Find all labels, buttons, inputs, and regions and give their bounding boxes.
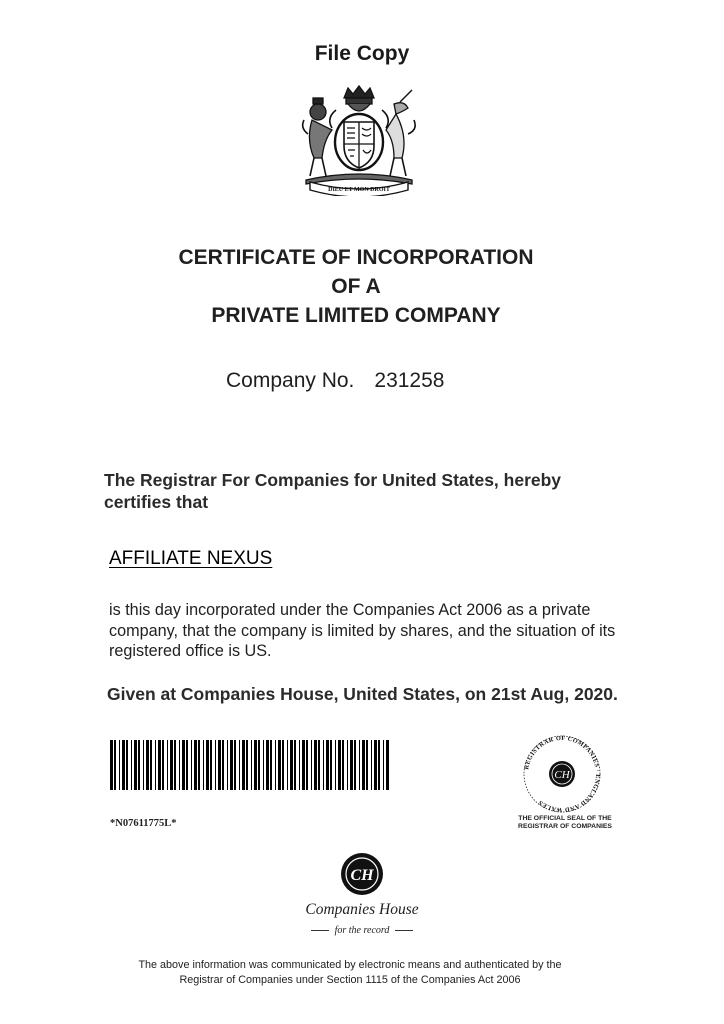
seal-caption: [505, 815, 625, 831]
barcode-icon: [110, 740, 392, 790]
barcode-bar: [126, 740, 128, 790]
barcode-bar: [359, 740, 360, 790]
seal-caption-line1: THE OFFICIAL SEAL OF THE: [518, 815, 612, 822]
barcode-bar: [378, 740, 380, 790]
seal-ring-text: REGISTRAR OF COMPANIES · ENGLAND AND WALES: [523, 734, 602, 814]
barcode-bar: [150, 740, 152, 790]
companies-house-logo-icon: [340, 852, 384, 896]
seal-caption-line2: REGISTRAR OF COMPANIES: [518, 823, 612, 830]
barcode-bar: [114, 740, 116, 790]
barcode-bar: [222, 740, 224, 790]
barcode-code: *N07611775L*: [110, 818, 177, 829]
barcode-bar: [230, 740, 233, 790]
company-number-label: Company No.: [226, 369, 355, 392]
barcode-bar: [246, 740, 248, 790]
barcode-bar: [266, 740, 269, 790]
company-name: AFFILIATE NEXUS: [109, 548, 273, 569]
barcode-bar: [186, 740, 188, 790]
barcode-bar: [242, 740, 245, 790]
barcode-bar: [278, 740, 281, 790]
barcode-bar: [191, 740, 192, 790]
barcode-bar: [350, 740, 353, 790]
barcode-bar: [374, 740, 377, 790]
barcode-bar: [206, 740, 209, 790]
barcode-bar: [110, 740, 113, 790]
barcode-bar: [167, 740, 168, 790]
given-at-statement: Given at Companies House, United States, on 21st Aug, 2020.: [107, 684, 618, 704]
royal-coat-of-arms-icon: [296, 84, 422, 196]
certificate-title-line2: OF A: [331, 275, 381, 298]
barcode-bar: [383, 740, 384, 790]
barcode-bar: [306, 740, 308, 790]
company-number: [226, 369, 444, 393]
barcode-bar: [119, 740, 120, 790]
file-copy-heading: File Copy: [314, 42, 410, 65]
barcode-bar: [218, 740, 221, 790]
seal-monogram: CH: [554, 769, 570, 781]
footer-line2: Registrar of Companies under Section 1115 of the Companies Act 2006: [179, 974, 521, 986]
barcode-bar: [254, 740, 257, 790]
barcode-bar: [347, 740, 348, 790]
registrar-statement: The Registrar For Companies for United States, hereby certifies that: [104, 470, 562, 512]
barcode-bar: [342, 740, 344, 790]
barcode-bar: [366, 740, 368, 790]
tagline-rule-right: [395, 930, 413, 931]
official-seal-icon: [512, 733, 612, 815]
barcode-bar: [239, 740, 240, 790]
certificate-title-line3: PRIVATE LIMITED COMPANY: [211, 304, 501, 327]
barcode-bar: [287, 740, 288, 790]
barcode-bar: [155, 740, 156, 790]
tagline-rule-left: [311, 930, 329, 931]
certificate-title-line1: CERTIFICATE OF INCORPORATION: [178, 246, 534, 269]
barcode-bar: [263, 740, 264, 790]
barcode-bar: [251, 740, 252, 790]
barcode-bar: [311, 740, 312, 790]
companies-house-name: Companies House: [305, 901, 419, 918]
barcode-bar: [138, 740, 140, 790]
barcode-bar: [299, 740, 300, 790]
barcode-bar: [258, 740, 260, 790]
barcode-bar: [131, 740, 132, 790]
barcode-bar: [143, 740, 144, 790]
barcode-bar: [162, 740, 164, 790]
barcode-bar: [326, 740, 329, 790]
crest-motto: DIEU ET MON DROIT: [328, 187, 390, 193]
barcode-bar: [335, 740, 336, 790]
companies-house-tagline-row: [0, 925, 724, 936]
barcode-bar: [227, 740, 228, 790]
barcode-bar: [386, 740, 389, 790]
barcode-bar: [203, 740, 204, 790]
barcode-bar: [215, 740, 216, 790]
barcode-bar: [182, 740, 185, 790]
barcode-bar: [198, 740, 200, 790]
barcode-bar: [314, 740, 317, 790]
ch-monogram: CH: [350, 867, 374, 884]
barcode-bar: [318, 740, 320, 790]
barcode-bar: [174, 740, 176, 790]
barcode-bar: [362, 740, 365, 790]
barcode-bar: [330, 740, 332, 790]
companies-house-tagline: for the record: [334, 925, 390, 936]
incorporation-statement: is this day incorporated under the Companies Act 2006 as a private company, that the company is limited by shares, and the situation of its registered office is US.: [109, 601, 616, 660]
barcode-bar: [122, 740, 125, 790]
certificate-title: [0, 243, 712, 330]
barcode-bar: [290, 740, 293, 790]
barcode-bar: [323, 740, 324, 790]
barcode-bar: [146, 740, 149, 790]
barcode-bar: [282, 740, 284, 790]
barcode-bar: [170, 740, 173, 790]
barcode-bar: [270, 740, 272, 790]
barcode-bar: [275, 740, 276, 790]
company-number-value: 231258: [374, 369, 445, 392]
barcode-bar: [179, 740, 180, 790]
barcode-bar: [354, 740, 356, 790]
barcode-bar: [194, 740, 197, 790]
barcode-bar: [338, 740, 341, 790]
footer-note: [0, 958, 700, 988]
barcode-bar: [134, 740, 137, 790]
barcode-bar: [294, 740, 296, 790]
barcode-bar: [234, 740, 236, 790]
barcode-bar: [302, 740, 305, 790]
barcode-bar: [158, 740, 161, 790]
barcode-bar: [371, 740, 372, 790]
barcode-bar: [210, 740, 212, 790]
footer-line1: The above information was communicated by electronic means and authenticated by the: [138, 959, 562, 971]
